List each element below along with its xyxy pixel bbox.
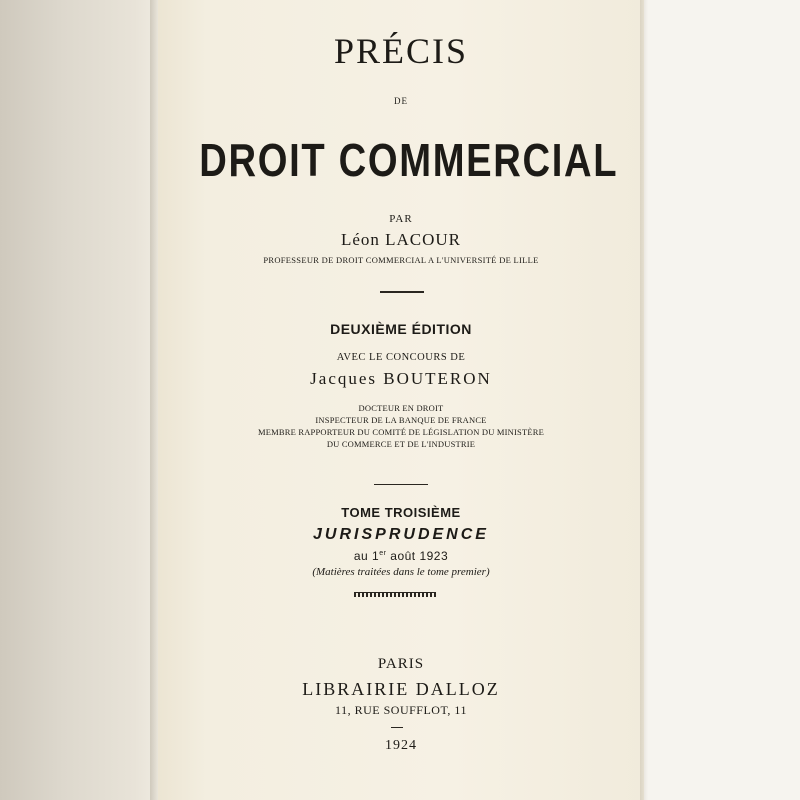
small-dash xyxy=(391,727,403,728)
author-name: Léon LACOUR xyxy=(340,230,462,249)
background xyxy=(644,0,800,800)
author-position: PROFESSEUR DE DROIT COMMERCIAL A L'UNIVERSITÉ DE LILLE xyxy=(263,255,539,265)
collaborator-credential: DOCTEUR EN DROIT xyxy=(358,403,444,413)
date-suffix: août 1923 xyxy=(386,549,449,563)
publication-city: PARIS xyxy=(377,656,425,672)
volume-note: (Matières traitées dans le tome premier) xyxy=(312,566,490,578)
subject-title: JURISPRUDENCE xyxy=(313,526,489,543)
collaborator-credential: INSPECTEUR DE LA BANQUE DE FRANCE xyxy=(315,415,487,425)
title-page xyxy=(158,0,644,800)
divider-dash xyxy=(374,484,428,485)
date-prefix: au 1 xyxy=(353,549,380,563)
publication-year: 1924 xyxy=(385,738,417,753)
volume-label: TOME TROISIÈME xyxy=(341,505,461,520)
ornamental-rule xyxy=(354,592,436,597)
title-line-precis: PRÉCIS xyxy=(333,31,469,71)
main-title: DROIT COMMERCIAL xyxy=(199,134,619,186)
publisher-name: LIBRAIRIE DALLOZ xyxy=(302,679,500,699)
edition-label: DEUXIÈME ÉDITION xyxy=(330,321,472,337)
publisher-address: 11, RUE SOUFFLOT, 11 xyxy=(335,703,467,717)
collaborator-credential: MEMBRE RAPPORTEUR DU COMITÉ DE LÉGISLATION DU MINISTÈRE xyxy=(257,427,545,437)
page-edge-shadow xyxy=(640,0,648,800)
by-label: PAR xyxy=(389,213,413,225)
collaborator-name: Jacques BOUTERON xyxy=(310,369,492,388)
date-superscript: er xyxy=(379,550,387,557)
title-conjunction: DE xyxy=(394,96,408,106)
collaboration-label: AVEC LE CONCOURS DE xyxy=(336,352,466,363)
book-spine xyxy=(0,0,158,800)
collaborator-credential: DU COMMERCE ET DE L'INDUSTRIE xyxy=(326,439,476,449)
date-line xyxy=(158,549,644,563)
divider-rule xyxy=(380,291,424,293)
